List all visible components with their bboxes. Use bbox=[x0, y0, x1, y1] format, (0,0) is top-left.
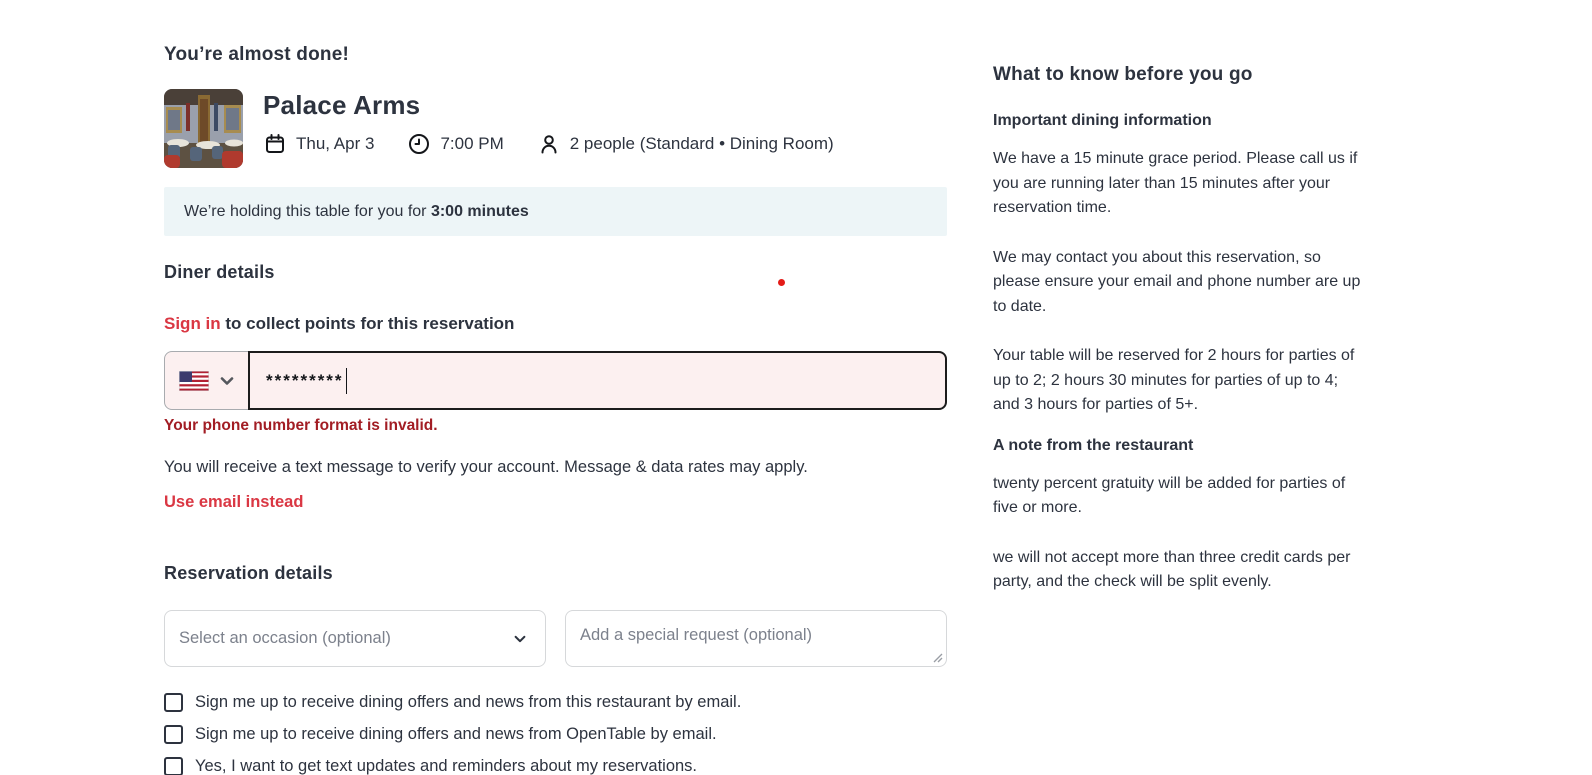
country-code-select[interactable] bbox=[164, 351, 249, 410]
checkbox-row-opentable-offers bbox=[164, 725, 947, 744]
reservation-date-label: Thu, Apr 3 bbox=[296, 133, 375, 153]
reservation-options-row bbox=[164, 610, 947, 667]
restaurant-offers-label: Sign me up to receive dining offers and news from this restaurant by email. bbox=[195, 693, 742, 711]
restaurant-card bbox=[164, 89, 947, 168]
chevron-down-icon bbox=[219, 373, 235, 389]
sidebar-title: What to know before you go bbox=[993, 64, 1253, 85]
dining-info-heading: Important dining information bbox=[993, 112, 1212, 129]
occasion-select[interactable] bbox=[164, 610, 546, 667]
restaurant-name: Palace Arms bbox=[263, 90, 421, 120]
restaurant-photo bbox=[164, 89, 243, 168]
resize-grip-icon[interactable] bbox=[933, 653, 943, 663]
signin-link[interactable]: Sign in bbox=[164, 314, 221, 333]
chevron-down-icon bbox=[513, 632, 527, 646]
opentable-offers-checkbox[interactable] bbox=[164, 725, 183, 744]
checkbox-row-restaurant-offers bbox=[164, 693, 947, 712]
phone-number-input[interactable] bbox=[248, 351, 947, 410]
dining-info-paragraph: We have a 15 minute grace period. Please call us if you are running later than 15 minutes after your reservation time. bbox=[993, 150, 1358, 216]
us-flag-icon bbox=[179, 371, 209, 391]
restaurant-note-heading: A note from the restaurant bbox=[993, 436, 1194, 454]
reservation-party-label: 2 people (Standard • Dining Room) bbox=[569, 133, 834, 153]
phone-field-group bbox=[164, 351, 947, 410]
reservation-summary bbox=[263, 132, 834, 156]
table-hold-banner bbox=[164, 187, 947, 236]
reservation-time bbox=[407, 132, 503, 156]
phone-number-value: ********* bbox=[266, 370, 344, 390]
dining-info-paragraph: We may contact you about this reservation, so please ensure your email and phone number are up to date. bbox=[993, 248, 1361, 315]
phone-error-message: Your phone number format is invalid. bbox=[164, 417, 438, 434]
restaurant-note-paragraph: twenty percent gratuity will be added for parties of five or more. bbox=[993, 474, 1346, 516]
restaurant-offers-checkbox[interactable] bbox=[164, 693, 183, 712]
clock-icon bbox=[407, 132, 431, 156]
restaurant-photo-art bbox=[164, 89, 243, 168]
info-sidebar bbox=[993, 0, 1365, 595]
reservation-time-label: 7:00 PM bbox=[440, 133, 504, 153]
special-request-placeholder: Add a special request (optional) bbox=[580, 626, 813, 644]
main-column bbox=[164, 0, 947, 775]
text-caret bbox=[346, 368, 348, 394]
hold-duration: 3:00 minutes bbox=[430, 202, 529, 220]
restaurant-note-paragraph: we will not accept more than three credit cards per party, and the check will be split evenly. bbox=[993, 548, 1351, 590]
signin-line bbox=[164, 314, 947, 334]
signin-line-rest: to collect points for this reservation bbox=[220, 314, 515, 333]
opentable-offers-label: Sign me up to receive dining offers and news from OpenTable by email. bbox=[195, 725, 717, 743]
text-updates-checkbox[interactable] bbox=[164, 757, 183, 775]
sms-disclaimer: You will receive a text message to verify your account. Message & data rates may apply. bbox=[164, 458, 808, 476]
special-request-textarea[interactable] bbox=[565, 610, 947, 667]
checkbox-row-text-updates bbox=[164, 757, 947, 775]
occasion-placeholder: Select an occasion (optional) bbox=[179, 629, 391, 647]
calendar-icon bbox=[263, 132, 287, 156]
person-icon bbox=[537, 132, 561, 156]
page-title: You’re almost done! bbox=[164, 44, 350, 65]
reservation-details-heading: Reservation details bbox=[164, 563, 333, 583]
text-updates-label: Yes, I want to get text updates and reminders about my reservations. bbox=[195, 757, 698, 775]
reservation-party bbox=[537, 132, 834, 156]
hold-banner-text: We’re holding this table for you for 3:00 minutes bbox=[184, 202, 529, 220]
restaurant-info bbox=[263, 89, 834, 168]
reservation-date bbox=[263, 132, 374, 156]
use-email-link[interactable]: Use email instead bbox=[164, 493, 304, 511]
diner-details-heading: Diner details bbox=[164, 262, 275, 282]
cursor-dot bbox=[778, 279, 785, 286]
dining-info-paragraph: Your table will be reserved for 2 hours for parties of up to 2; 2 hours 30 minutes for parties of up to 4; and 3 hours for parties of 5+. bbox=[993, 347, 1355, 413]
